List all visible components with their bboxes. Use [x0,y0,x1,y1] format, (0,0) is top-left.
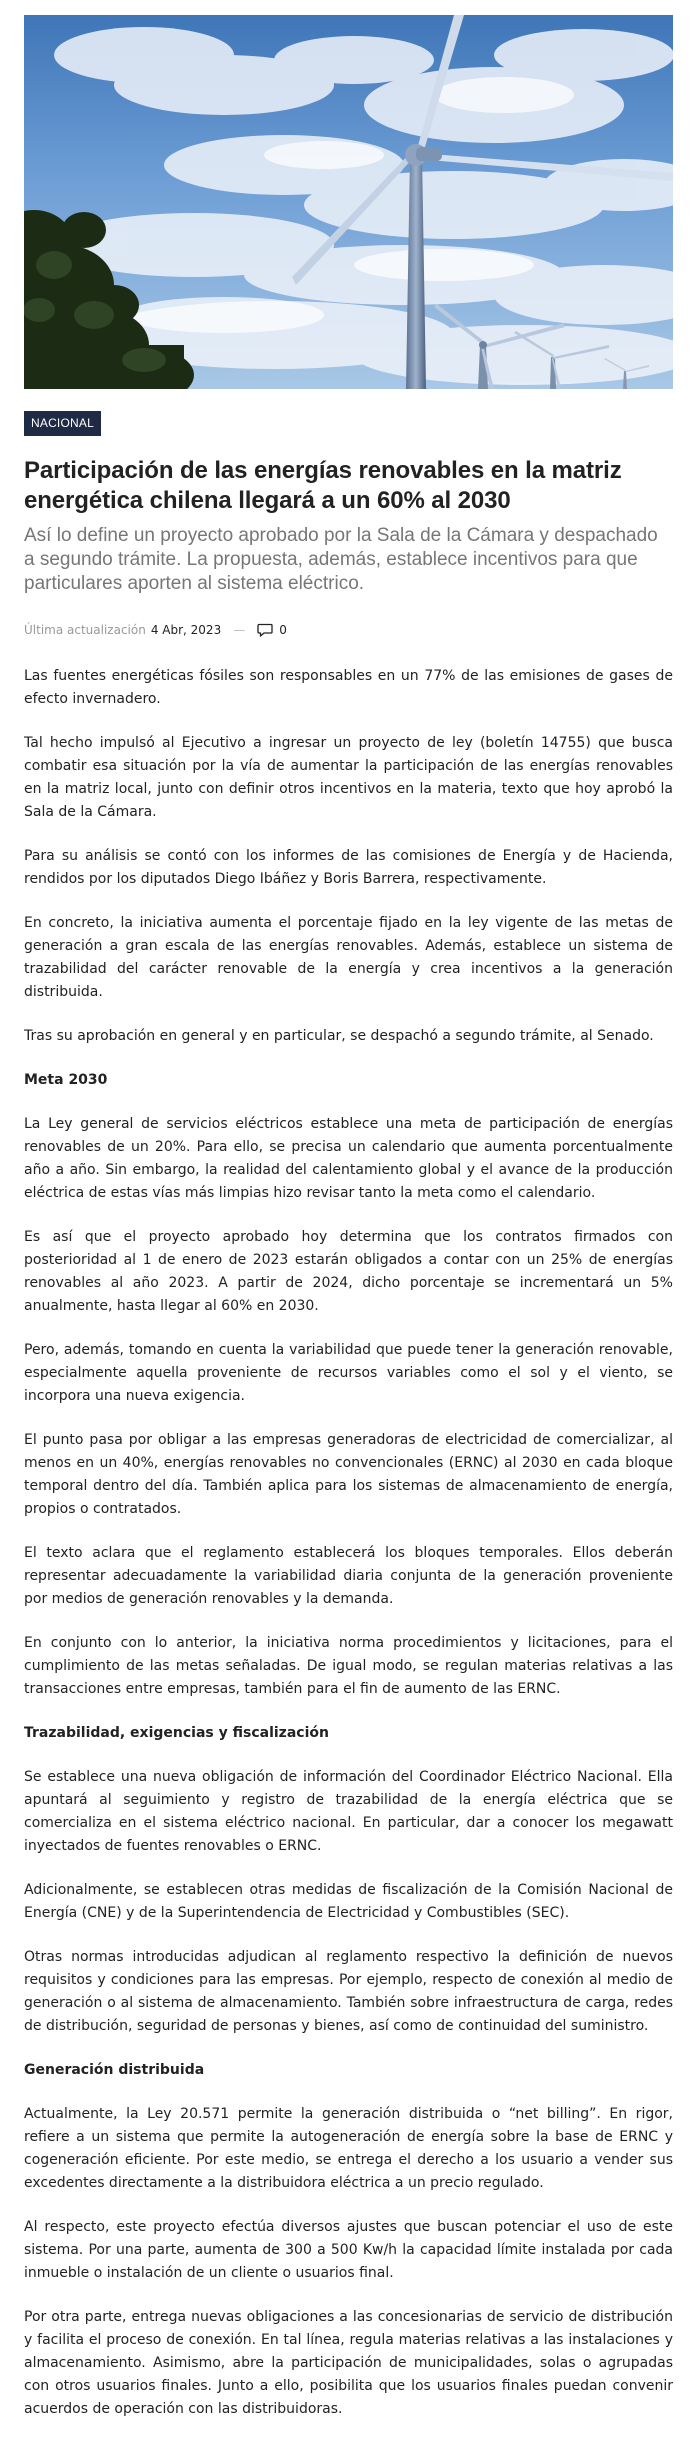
section-heading: Meta 2030 [24,1072,108,1088]
comments-link[interactable] [257,623,287,637]
section-heading: Generación distribuida [24,2062,205,2078]
category-row [24,411,673,436]
article-body [24,665,673,2421]
body-paragraph: Tal hecho impulsó al Ejecutivo a ingresar un proyecto de ley (boletín 14755) que busca combatir esa situación por la vía de aumentar la participación de las energías renovables en la matriz local, junto con definir otros incentivos en la materia, texto que hoy aprobó la Sala de la Cámara. [24,735,673,820]
comment-icon [257,623,273,637]
body-paragraph: Para su análisis se contó con los informes de las comisiones de Energía y de Hacienda, rendidos por los diputados Diego Ibáñez y Boris Barrera, respectivamente. [24,848,673,887]
body-paragraph: Pero, además, tomando en cuenta la variabilidad que puede tener la generación renovable, especialmente aquella proveniente de recursos variables como el sol y el viento, se incorpora una nueva exigencia. [24,1342,673,1404]
body-paragraph: Tras su aprobación en general y en particular, se despachó a segundo trámite, al Senado. [24,1028,654,1044]
body-paragraph: El punto pasa por obligar a las empresas generadoras de electricidad de comercializar, al menos en un 40%, energías renovables no convencionales (ERNC) al 2030 en cada bloque temporal dentro del día. También aplica para los sistemas de almacenamiento de energía, propios o contratados. [24,1432,673,1517]
updated-date: 4 Abr, 2023 [150,623,222,637]
body-paragraph: Otras normas introducidas adjudican al reglamento respectivo la definición de nuevos requisitos y condiciones para las empresas. Por ejemplo, respecto de conexión al medio de generación o al sistema de almacenamiento. También sobre infraestructura de carga, redes de distribución, seguridad de personas y bienes, así como de continuidad del suministro. [24,1949,673,2034]
body-paragraph: Adicionalmente, se establecen otras medidas de fiscalización de la Comisión Nacional de Energía (CNE) y de la Superintendencia de Electricidad y Combustibles (SEC). [24,1882,673,1921]
body-paragraph: Las fuentes energéticas fósiles son responsables en un 77% de las emisiones de gases de efecto invernadero. [24,668,673,707]
body-paragraph: En concreto, la iniciativa aumenta el porcentaje fijado en la ley vigente de las metas de generación a gran escala de las energías renovables. Además, establece un sistema de trazabilidad del carácter renovable de la energía y crea incentivos a la generación distribuida. [24,915,673,1000]
body-paragraph: Al respecto, este proyecto efectúa diversos ajustes que buscan potenciar el uso de este sistema. Por una parte, aumenta de 300 a 500 Kw/h la capacidad límite instalada por cada inmueble o instalación de un cliente o usuarios final. [24,2219,673,2281]
article-subtitle: Así lo define un proyecto aprobado por la Sala de la Cámara y despachado a segundo trámite. La propuesta, además, establece incentivos para que particulares aporten al sistema eléctrico. [24,525,658,594]
body-paragraph: El texto aclara que el reglamento establecerá los bloques temporales. Ellos deberán representar adecuadamente la variabilidad diaria conjunta de la generación proveniente por medios de generación renovables y la demanda. [24,1545,673,1607]
updated-label: Última actualización [24,623,146,637]
comments-count: 0 [279,623,287,637]
body-paragraph: Se establece una nueva obligación de información del Coordinador Eléctrico Nacional. Ella apuntará al seguimiento y registro de trazabilidad de la energía eléctrica que se comercializa en el sistema eléctrico nacional. En particular, dar a conocer los megawatt inyectados de fuentes renovables o ERNC. [24,1769,673,1854]
body-paragraph: La Ley general de servicios eléctricos establece una meta de participación de energías renovables de un 20%. Para ello, se precisa un calendario que aumenta porcentualmente año a año. Sin embargo, la realidad del calentamiento global y el avance de la producción eléctrica de estas vías más limpias hizo revisar tanto la meta como el calendario. [24,1116,673,1201]
article-meta [24,621,673,639]
body-paragraph: Por otra parte, entrega nuevas obligaciones a las concesionarias de servicio de distribución y facilita el proceso de conexión. En tal línea, regula materias relativas a las instalaciones y almacenamiento. Asimismo, abre la participación de municipalidades, solas o agrupadas con otros usuarios finales. Junto a ello, posibilita que los usuarios finales puedan convenir acuerdos de operación con las distribuidoras. [24,2309,673,2417]
meta-separator: — [233,623,246,637]
article-title: Participación de las energías renovables en la matriz energética chilena llegará a un 60% al 2030 [24,457,622,514]
body-paragraph: Actualmente, la Ley 20.571 permite la generación distribuida o “net billing”. En rigor, refiere a un sistema que permite la autogeneración de energía sobre la base de ERNC y cogeneración eficiente. Por este medio, se entrega el derecho a los usuario a vender sus excedentes directamente a la distribuidora eléctrica a un precio regulado. [24,2106,673,2191]
body-paragraph: En conjunto con lo anterior, la iniciativa norma procedimientos y licitaciones, para el cumplimiento de las metas señaladas. De igual modo, se regulan materias relativas a las transacciones entre empresas, también para el fin de aumento de las ERNC. [24,1635,673,1697]
hero-image-wind-turbines [24,15,673,389]
wind-turbine-photo [24,15,673,389]
section-heading: Trazabilidad, exigencias y fiscalización [24,1725,329,1741]
body-paragraph: Es así que el proyecto aprobado hoy determina que los contratos firmados con posterioridad al 1 de enero de 2023 estarán obligados a contar con un 25% de energías renovables al año 2023. A partir de 2024, dicho porcentaje se incrementará un 5% anualmente, hasta llegar al 60% en 2030. [24,1229,673,1314]
category-tag[interactable]: NACIONAL [24,411,101,436]
